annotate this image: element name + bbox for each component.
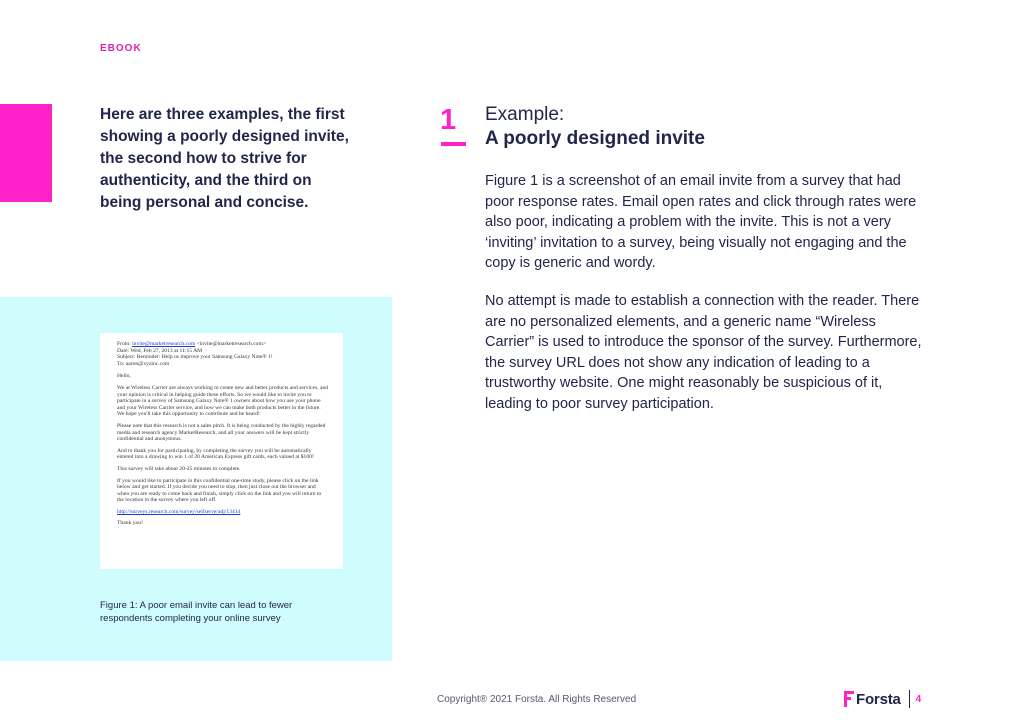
email-greeting: Hello, [117,373,131,380]
copyright-text: Copyright® 2021 Forsta. All Rights Reserved [437,694,637,705]
section-tag: EBOOK [100,43,142,54]
figure-caption: Figure 1: A poor email invite can lead to fewer respondents completing your online survey [100,600,293,624]
email-paragraph: We at Wireless Carrier are always working to create new and better products and services, and your opinion is critical in helping guide these efforts. So we would like to invite you to participate in a survey of Samsung Galaxy Note® 1 owners about how you use your phone and your Wireless Carrier service, and how we can make both products better in the future. We hope you'll take this opportunity to contribute and be heard! [117,384,329,418]
email-paragraph: If you would like to participate in this confidential one-time study, please click on the link below and get started. If you decide you need to stop, then just close out the browser and when you are ready to come back and finish, simply click on the link and you will return to the location in the survey where you left off. [117,477,322,504]
email-paragraph: This survey will take about 20-25 minutes to complete. [117,465,241,472]
email-survey-link[interactable]: http://surveys.research.com/survey/selfserve/adj/13414 [117,508,241,515]
email-header [117,341,329,367]
email-signoff: Thank you! [117,520,143,527]
email-to: To: aaron@xyzinc.com [117,360,170,367]
accent-bar [0,104,52,202]
email-from-address: <invite@marketresearch.com> [196,341,266,347]
body-paragraph-1: Figure 1 is a screenshot of an email invite from a survey that had poor response rates. Email open rates and click through rates were also poor, indicating a problem with the invite. This is not a very ‘inviting’ invitation to a survey, being visually not engaging and the copy is generic and wordy. [485,173,917,271]
email-from [117,341,329,348]
example-number: 1 [440,104,457,136]
email-from-link[interactable]: invite@marketresearch.com [132,341,196,347]
email-paragraph: And to thank you for participating, by completing the survey you will be automatically entered into a drawing to win 1 of 20 American Express gift cards, each valued at $100! [117,447,314,461]
email-subject: Subject: Reminder: Help us improve your Samsung Galaxy Note® 1! [117,354,273,361]
email-paragraph: Please note that this research is not a sales pitch. It is being conducted by the highly regarded media and research agency MarketResearch, and all your answers will be kept strictly confidential and anonymous. [117,422,326,443]
example-number-underline [441,142,466,146]
body-paragraph-2: No attempt is made to establish a connection with the reader. There are no personalized elements, and a generic name “Wireless Carrier” is used to introduce the sponsor of the survey. Furthermore, the survey URL does not show any indication of leading to a trustworthy website. One might reasonably be suspicious of it, leading to poor survey participation. [485,293,922,412]
page-number: 4 [915,693,922,705]
email-date: Date: Wed, Feb 27, 2013 at 11:15 AM [117,347,203,354]
email-screenshot [100,333,343,569]
example-label: Example: [485,104,565,125]
brand-name: Forsta [856,690,901,708]
forsta-logo-icon [844,691,854,707]
divider [909,690,910,708]
intro-text: Here are three examples, the first showing a poorly designed invite, the second how to strive for authenticity, and the third on being personal and concise. [100,106,349,211]
footer-brand [844,690,921,708]
example-title: A poorly designed invite [485,128,705,149]
email-from-label: From: [117,341,131,347]
